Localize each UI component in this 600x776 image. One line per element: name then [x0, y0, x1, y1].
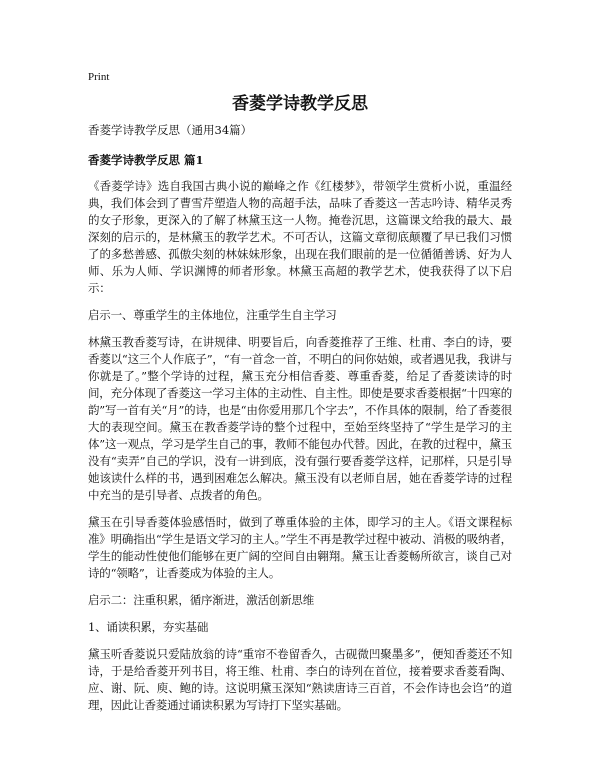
document-subtitle: 香菱学诗教学反思（通用34篇）	[88, 123, 253, 137]
paragraph-insight-two-heading: 启示二：注重积累，循序渐进，激活创新思维	[88, 593, 314, 607]
paragraph-teaching-method: 林黛玉教香菱写诗，在讲规律、明要旨后，向香菱推荐了王维、杜甫、李白的诗，要香菱以“这三个人作底子”，“有一首念一首，不明白的问你姑娘，或者遇见我，我讲与你就是了。”整个学诗的过程，黛玉充分相信香菱、尊重香菱，给足了香菱读诗的时间，充分体现了香菱这一学习主体的主动性、自主性。即使是要求香菱根据“十四寒的韵”写一首有关“月”的诗，也是“由你爱用那几个字去”，不作具体的限制，给了香菱很大的表现空间。黛玉在教香菱学诗的整个过程中，至始至终坚持了“学生是学习的主体”这一观点，学习是学生自己的事，教师不能包办代替。因此，在教的过程中，黛玉没有“卖弄”自己的学识，没有一讲到底，没有强行要香菱学这样，记那样，只是引导她该读什么样的书，遇到困难怎么解决。黛玉没有以老师自居，她在香菱学诗的过程中充当的是引导者、点拨者的角色。	[88, 335, 512, 502]
section-heading: 香菱学诗教学反思 篇1	[88, 153, 204, 167]
paragraph-recitation: 黛玉听香菱说只爱陆放翁的诗“重帘不卷留香久，古砚微凹聚墨多”，便知香菱还不知诗，于是给香菱开列书目，将王维、杜甫、李白的诗列在首位，接着要求香菱看陶、应、谢、阮、庾、鲍的诗。这说明黛玉深知“熟读唐诗三百首，不会作诗也会诌”的道理，因此让香菱通过诵读积累为写诗打下坚实基础。	[88, 647, 512, 712]
paragraph-intro: 《香菱学诗》选自我国古典小说的巅峰之作《红楼梦》，带领学生赏析小说，重温经典，我们体会到了曹雪芹塑造人物的高超手法，品味了香菱这一苦志吟诗、精华灵秀的女子形象，更深入的了解了林黛玉这一人物。掩卷沉思，这篇课文给我的最大、最深刻的启示的，是林黛玉的教学艺术。不可否认，这篇文章彻底颠覆了早已我们习惯了的多愁善感、孤傲尖刻的林妹妹形象，出现在我们眼前的是一位循循善诱、好为人师、乐为人师、学识渊博的师者形象。林黛玉高超的教学艺术，使我获得了以下启示：	[88, 179, 512, 295]
print-label: Print	[88, 71, 110, 83]
paragraph-experience: 黛玉在引导香菱体验感悟时，做到了尊重体验的主体，即学习的主人。《语文课程标准》明确指出“学生是语文学习的主人。”学生不再是教学过程中被动、消极的吸纳者，学生的能动性使他们能够在更广阔的空间自由翱翔。黛玉让香菱畅所欲言，谈自己对诗的“领略”，让香菱成为体验的主人。	[88, 515, 512, 580]
paragraph-insight-one-heading: 启示一、尊重学生的主体地位，注重学生自主学习	[88, 308, 337, 322]
paragraph-subheading-recitation: 1、诵读积累，夯实基础	[88, 620, 209, 634]
document-title: 香菱学诗教学反思	[232, 94, 368, 114]
